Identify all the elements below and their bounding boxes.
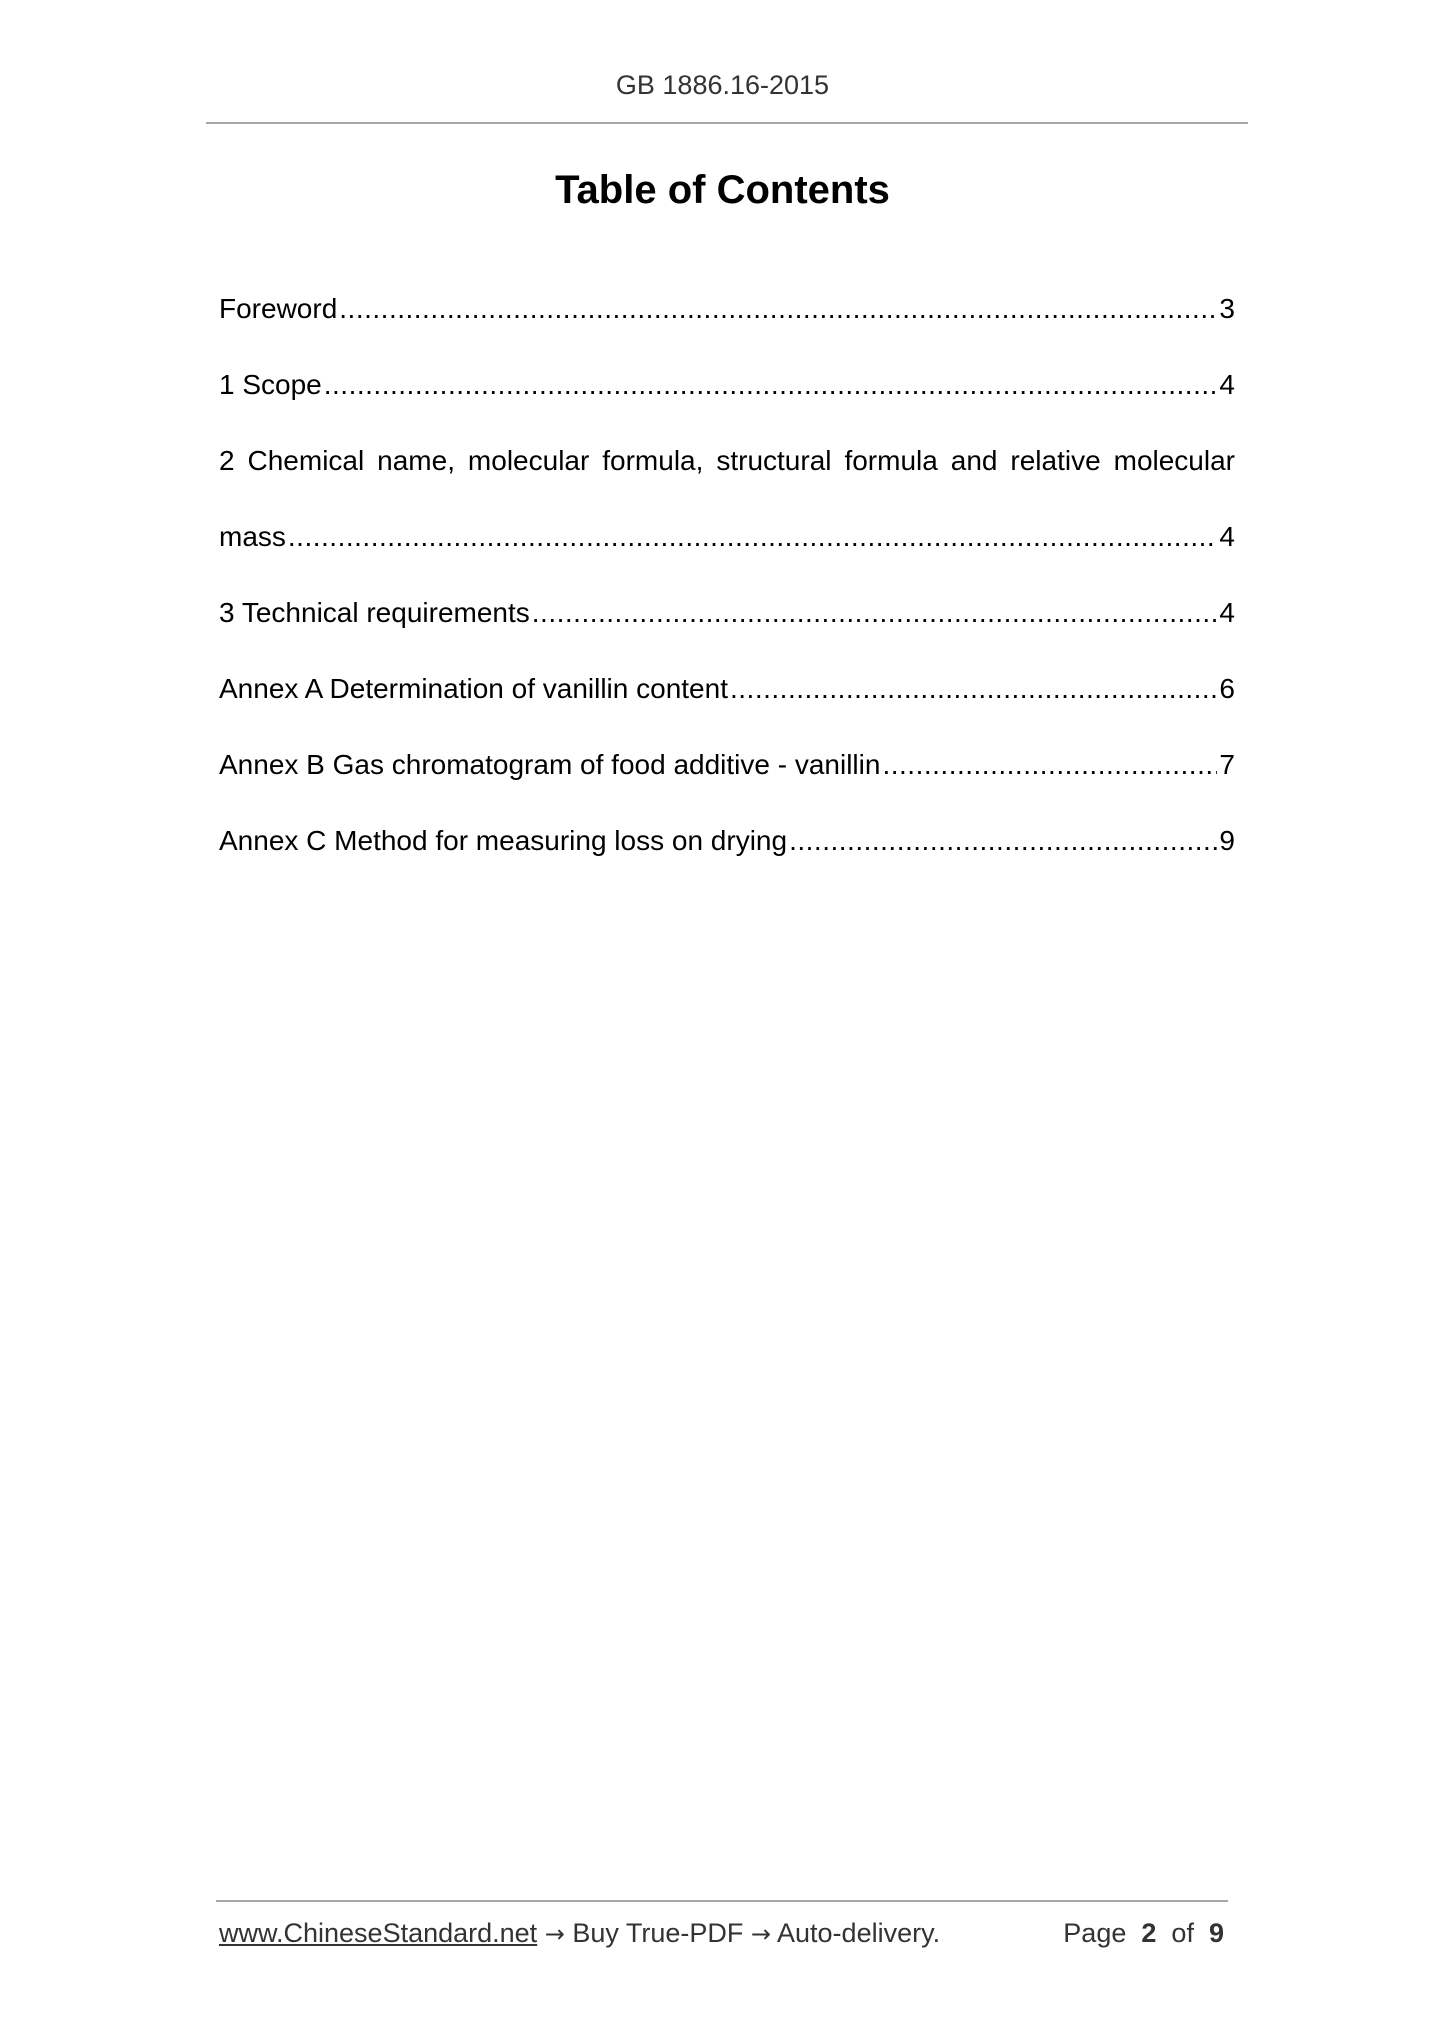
- toc-leader-dots: [532, 592, 1218, 634]
- toc-entry-label: Annex C Method for measuring loss on drying: [219, 825, 788, 856]
- toc-entry-scope[interactable]: [219, 364, 1235, 440]
- toc-entry-label: Foreword: [219, 293, 338, 324]
- toc-leader-dots: [882, 744, 1217, 786]
- website-link[interactable]: www.ChineseStandard.net: [219, 1918, 538, 1948]
- header-divider: [206, 122, 1248, 124]
- page-of-label: of: [1171, 1918, 1194, 1948]
- page-current: 2: [1141, 1918, 1157, 1948]
- page-label: Page: [1063, 1918, 1127, 1948]
- document-code: GB 1886.16-2015: [615, 70, 830, 100]
- toc-entry-label: 3 Technical requirements: [219, 597, 530, 628]
- toc-entry-chemical-name-continued[interactable]: [219, 516, 1235, 592]
- footer-divider: [216, 1900, 1228, 1902]
- toc-entry-label: 2 Chemical name, molecular formula, structural formula and relative molecular: [219, 445, 1235, 476]
- page-title: Table of Contents: [555, 168, 890, 212]
- toc-entry-page: 7: [1219, 749, 1235, 780]
- toc-entry-label: Annex B Gas chromatogram of food additive - vanillin: [219, 749, 881, 780]
- toc-entry-page: 6: [1219, 673, 1235, 704]
- toc-entry-page: 9: [1219, 825, 1235, 856]
- toc-entry-page: 4: [1219, 369, 1235, 400]
- page-indicator: [1063, 1918, 1224, 1949]
- arrow-right-icon: →: [544, 1920, 565, 1948]
- toc-leader-dots: [730, 668, 1217, 710]
- toc-entry-chemical-name[interactable]: [219, 440, 1235, 516]
- table-of-contents: [219, 288, 1235, 896]
- toc-entry-label: mass: [219, 521, 286, 552]
- toc-entry-page: 4: [1219, 521, 1235, 552]
- toc-entry-technical-requirements[interactable]: [219, 592, 1235, 668]
- page-total: 9: [1208, 1918, 1224, 1948]
- toc-leader-dots: [324, 364, 1218, 406]
- page-footer: [219, 1918, 1224, 1949]
- toc-entry-page: 4: [1219, 597, 1235, 628]
- toc-leader-dots: [789, 820, 1217, 862]
- toc-leader-dots: [288, 516, 1218, 558]
- toc-entry-label: 1 Scope: [219, 369, 322, 400]
- footer-promo: [219, 1918, 940, 1949]
- toc-entry-annex-b[interactable]: [219, 744, 1235, 820]
- toc-entry-page: 3: [1219, 293, 1235, 324]
- toc-entry-annex-c[interactable]: [219, 820, 1235, 896]
- toc-entry-label: Annex A Determination of vanillin content: [219, 673, 728, 704]
- toc-leader-dots: [339, 288, 1217, 330]
- buy-text: Buy True-PDF: [572, 1918, 744, 1948]
- delivery-text: Auto-delivery.: [777, 1918, 941, 1948]
- toc-entry-annex-a[interactable]: [219, 668, 1235, 744]
- arrow-right-icon: →: [750, 1920, 771, 1948]
- toc-entry-foreword[interactable]: [219, 288, 1235, 364]
